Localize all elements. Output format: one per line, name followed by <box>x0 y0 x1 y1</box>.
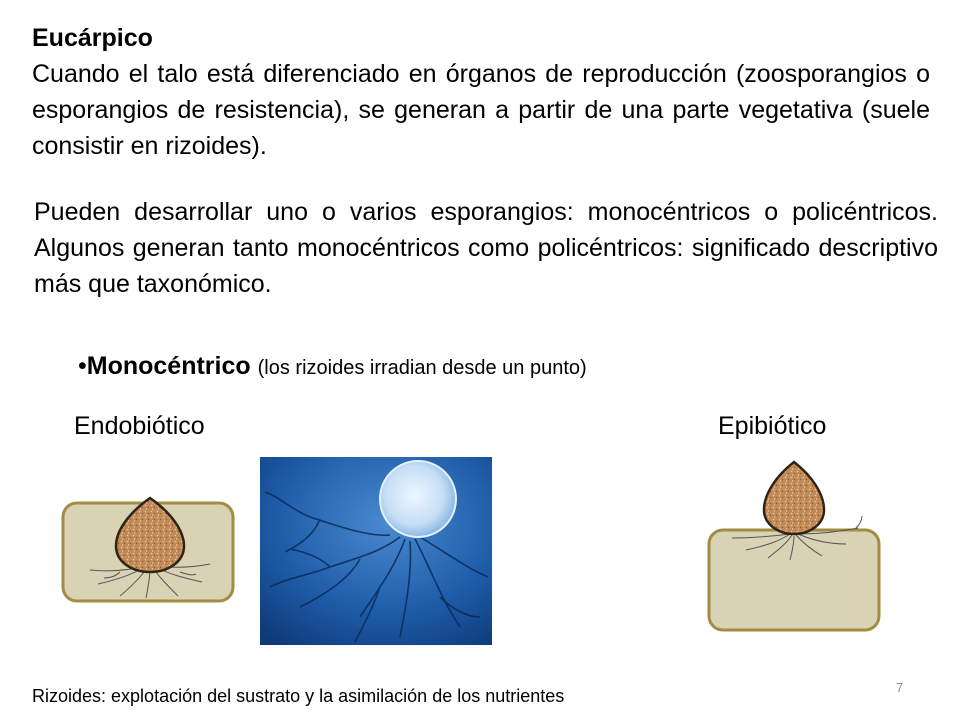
sporangia-paragraph: Pueden desarrollar uno o varios esporangios: monocéntricos o policéntricos. Algunos generan tanto monocéntricos como policéntricos: significado descriptivo más que taxonómico. <box>34 198 938 298</box>
endobiotic-diagram <box>60 492 236 604</box>
endobiotic-label: Endobiótico <box>74 412 205 440</box>
bullet-note: (los rizoides irradian desde un punto) <box>257 357 587 379</box>
slide-title: Eucárpico <box>32 24 153 52</box>
sporangium <box>764 462 824 534</box>
description-paragraph: Cuando el talo está diferenciado en órganos de reproducción (zoosporangios o esporangios de resistencia), se generan a partir de una parte vegetativa (suele consistir en rizoides). <box>32 60 930 160</box>
bullet-marker: • <box>78 352 87 380</box>
epibiotic-label: Epibiótico <box>718 412 827 440</box>
monocentric-bullet <box>78 348 587 386</box>
micrograph-sporangium <box>380 461 456 537</box>
micrograph-image <box>260 457 492 645</box>
bullet-term: Monocéntrico <box>86 352 251 380</box>
epibiotic-diagram <box>706 458 882 634</box>
substrate-cell <box>709 530 879 630</box>
page-number: 7 <box>896 680 904 695</box>
footer-note: Rizoides: explotación del sustrato y la asimilación de los nutrientes <box>32 686 565 706</box>
